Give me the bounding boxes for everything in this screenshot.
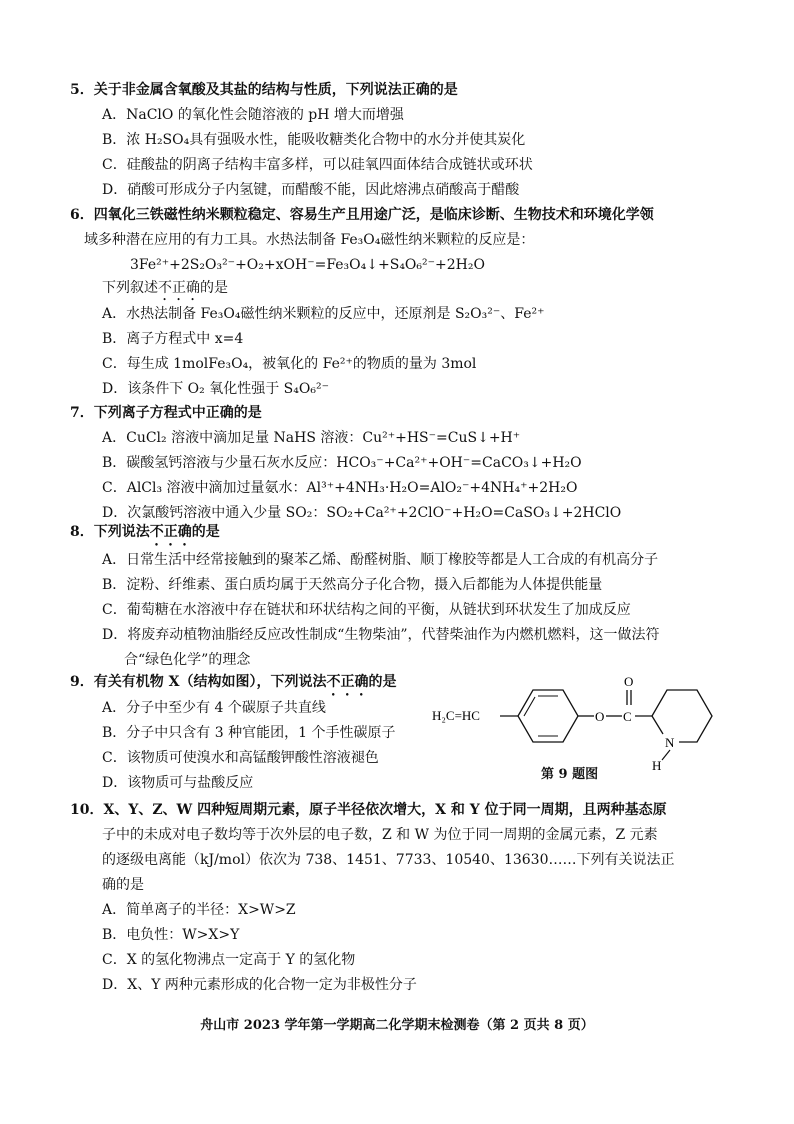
q8-option-d-line2: 合“绿色化学”的理念: [124, 652, 251, 668]
q8-option-b: B．淀粉、纤维素、蛋白质均属于天然高分子化合物，摄入后都能为人体提供能量: [102, 577, 603, 593]
q9-figure-caption: 第 9 题图: [541, 767, 599, 782]
q6-stem-line3: 下列叙述不正确的是: [102, 280, 228, 296]
q7-option-a: A．CuCl₂ 溶液中滴加足量 NaHS 溶液：Cu²⁺+HS⁻=CuS↓+H⁺: [102, 430, 521, 446]
carbonyl-oxygen-label: O: [624, 674, 634, 689]
q5-option-b: B．浓 H₂SO₄具有强吸水性，能吸收糖类化合物中的水分并使其炭化: [102, 132, 526, 148]
q10-stem-line4: 确的是: [102, 877, 144, 893]
q9-stem: 9．有关有机物 X（结构如图），下列说法不正确的是: [70, 674, 397, 690]
q10-option-d: D．X、Y 两种元素形成的化合物一定为非极性分子: [102, 977, 417, 993]
q10-option-b: B．电负性：W>X>Y: [102, 927, 240, 943]
vinyl-label: H₂C=HC: [432, 708, 480, 723]
q8-stem: 8．下列说法不正确的是: [70, 524, 220, 540]
q6-stem-line1: 6．四氧化三铁磁性纳米颗粒稳定、容易生产且用途广泛，是临床诊断、生物技术和环境化学领: [70, 207, 654, 223]
q5-option-a: A．NaClO 的氧化性会随溶液的 pH 增大而增强: [102, 107, 404, 123]
q7-stem: 7．下列离子方程式中正确的是: [70, 405, 262, 421]
q5-option-d: D．硝酸可形成分子内氢键，而醋酸不能，因此熔沸点硝酸高于醋酸: [102, 182, 520, 198]
q10-stem-line1: 10．X、Y、Z、W 四种短周期元素，原子半径依次增大，X 和 Y 位于同一周期，且两种基态原: [70, 802, 667, 818]
q7-option-c: C．AlCl₃ 溶液中滴加过量氨水：Al³⁺+4NH₃·H₂O=AlO₂⁻+4NH₄⁺+2H₂O: [102, 480, 578, 496]
q5-stem: 5．关于非金属含氧酸及其盐的结构与性质，下列说法正确的是: [70, 82, 458, 98]
q6-option-a: A．水热法制备 Fe₃O₄磁性纳米颗粒的反应中，还原剂是 S₂O₃²⁻、Fe²⁺: [102, 306, 545, 322]
q10-stem-line3: 的逐级电离能（kJ/mol）依次为 738、1451、7733、10540、13630……下列有关说法正: [102, 852, 675, 868]
ester-oxygen-label: O: [595, 709, 605, 724]
q10-stem-line2: 子中的未成对电子数均等于次外层的电子数，Z 和 W 为位于同一周期的金属元素，Z 元素: [102, 827, 658, 843]
carbonyl-carbon-label: C: [623, 709, 632, 724]
q6-option-c: C．每生成 1molFe₃O₄，被氧化的 Fe²⁺的物质的量为 3mol: [102, 356, 477, 372]
q8-option-a: A．日常生活中经常接触到的聚苯乙烯、酚醛树脂、顺丁橡胶等都是人工合成的有机高分子: [102, 552, 659, 568]
q7-option-b: B．碳酸氢钙溶液与少量石灰水反应：HCO₃⁻+Ca²⁺+OH⁻=CaCO₃↓+H₂O: [102, 455, 582, 471]
q6-option-b: B．离子方程式中 x=4: [102, 331, 244, 347]
q9-structure-figure: [430, 672, 730, 772]
q5-option-c: C．硅酸盐的阴离子结构丰富多样，可以硅氧四面体结合成链状或环状: [102, 157, 533, 173]
q6-stem-line2: 域多种潜在应用的有力工具。水热法制备 Fe₃O₄磁性纳米颗粒的反应是：: [84, 232, 535, 248]
hydrogen-label: H: [652, 758, 662, 772]
q6-equation: 3Fe²⁺+2S₂O₃²⁻+O₂+xOH⁻=Fe₃O₄↓+S₄O₆²⁻+2H₂O: [130, 257, 485, 273]
q8-option-c: C．葡萄糖在水溶液中存在链状和环状结构之间的平衡，从链状到环状发生了加成反应: [102, 602, 631, 618]
q6-option-d: D．该条件下 O₂ 氧化性强于 S₄O₆²⁻: [102, 381, 329, 397]
benzene-ring: [518, 690, 578, 742]
q10-option-a: A．简单离子的半径：X>W>Z: [102, 902, 296, 918]
q9-option-a: A．分子中至少有 4 个碳原子共直线: [102, 700, 326, 716]
q9-option-b: B．分子中只含有 3 种官能团，1 个手性碳原子: [102, 725, 396, 741]
q7-option-d: D．次氯酸钙溶液中通入少量 SO₂：SO₂+Ca²⁺+2ClO⁻+H₂O=CaSO₃↓+2HClO: [102, 505, 622, 521]
nitrogen-label: N: [665, 735, 675, 750]
q9-option-d: D．该物质可与盐酸反应: [102, 775, 254, 791]
q8-option-d-line1: D．将废弃动植物油脂经反应改性制成“生物柴油”，代替柴油作为内燃机燃料，这一做法符: [102, 627, 660, 643]
page-footer: 舟山市 2023 学年第一学期高二化学期末检测卷（第 2 页共 8 页）: [200, 1018, 594, 1033]
q9-option-c: C．该物质可使溴水和高锰酸钾酸性溶液褪色: [102, 750, 379, 766]
q10-option-c: C．X 的氢化物沸点一定高于 Y 的氢化物: [102, 952, 356, 968]
piperidine-ring: [652, 690, 712, 742]
